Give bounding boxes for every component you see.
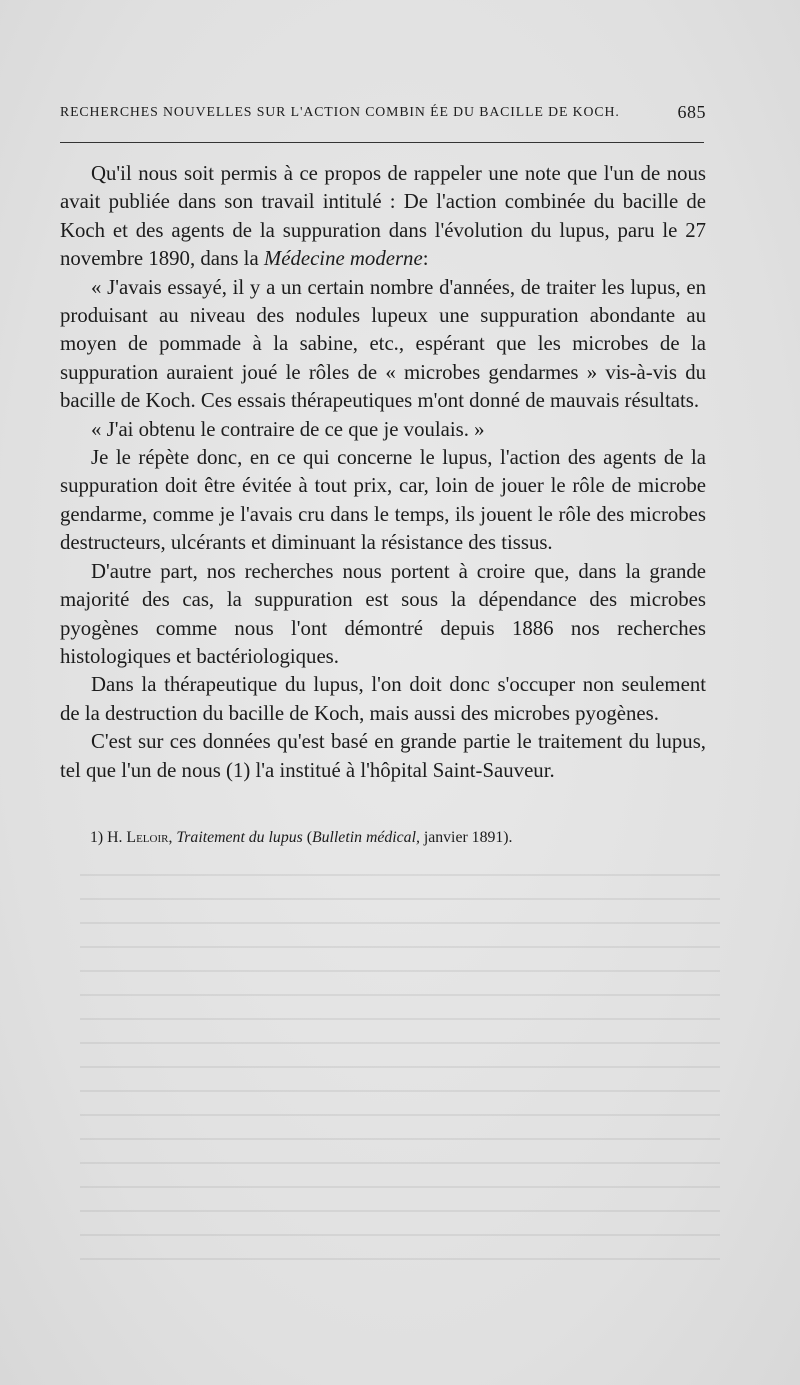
journal-title: Médecine moderne (263, 247, 423, 271)
page-number: 685 (677, 102, 706, 122)
paragraph-1-text: Qu'il nous soit permis à ce propos de rappeler une note que l'un de nous avait publiée dans son travail intitulé : De l'action combinée du bacille de Koch et des agents de la suppuration dans l'évolution du lupus, paru le 27 novembre 1890, dans la (60, 162, 706, 271)
footnote (90, 829, 512, 847)
paragraph-4: Je le répète donc, en ce qui concerne le lupus, l'action des agents de la suppuration doit être évitée à tout prix, car, loin de jouer le rôle de microbe gendarme, comme je l'avais cru dans le temps, ils jouent le rôle des microbes destructeurs, ulcérants et diminuant la résistance des tissus. (60, 446, 706, 555)
paragraph-7: C'est sur ces données qu'est basé en grande partie le traitement du lupus, tel que l'un de nous (1) l'a institué à l'hôpital Saint-Sauveur. (60, 730, 706, 782)
header-rule (60, 142, 704, 143)
paragraph-1 (60, 160, 706, 274)
body-text (60, 160, 706, 785)
footnote-author: H. Leloir, (107, 829, 173, 846)
footnote-date: janvier 1891). (423, 829, 513, 846)
footnote-journal: Bulletin médical, (311, 829, 420, 846)
paragraph-3: « J'ai obtenu le contraire de ce que je voulais. » (91, 417, 485, 441)
footnote-work: Traitement du lupus (176, 829, 303, 846)
running-title: RECHERCHES NOUVELLES SUR L'ACTION COMBIN ÉE DU BACILLE DE KOCH. (60, 104, 620, 119)
paragraph-1-tail: : (422, 247, 429, 271)
paragraph-5: D'autre part, nos recherches nous portent à croire que, dans la grande majorité des cas, la suppuration est sous la dépendance des microbes pyogènes comme nous l'ont démontré depuis 1886 nos recherches histologiques et bactériologiques. (60, 559, 706, 668)
show-through-texture (80, 860, 720, 1280)
paragraph-6: Dans la thérapeutique du lupus, l'on doit donc s'occuper non seulement de la destruction du bacille de Koch, mais aussi des microbes pyogènes. (60, 673, 706, 725)
footnote-paren: ( (306, 829, 312, 846)
running-head (60, 104, 706, 128)
footnote-marker: 1) (90, 829, 104, 846)
paragraph-2: « J'avais essayé, il y a un certain nombre d'années, de traiter les lupus, en produisant au niveau des nodules lupeux une suppuration abondante au moyen de pommade à la sabine, etc., espérant que les microbes de la suppuration auraient joué le rôles de « microbes gendarmes » vis-à-vis du bacille de Koch. Ces essais thérapeutiques m'ont donné de mauvais résultats. (60, 275, 706, 413)
